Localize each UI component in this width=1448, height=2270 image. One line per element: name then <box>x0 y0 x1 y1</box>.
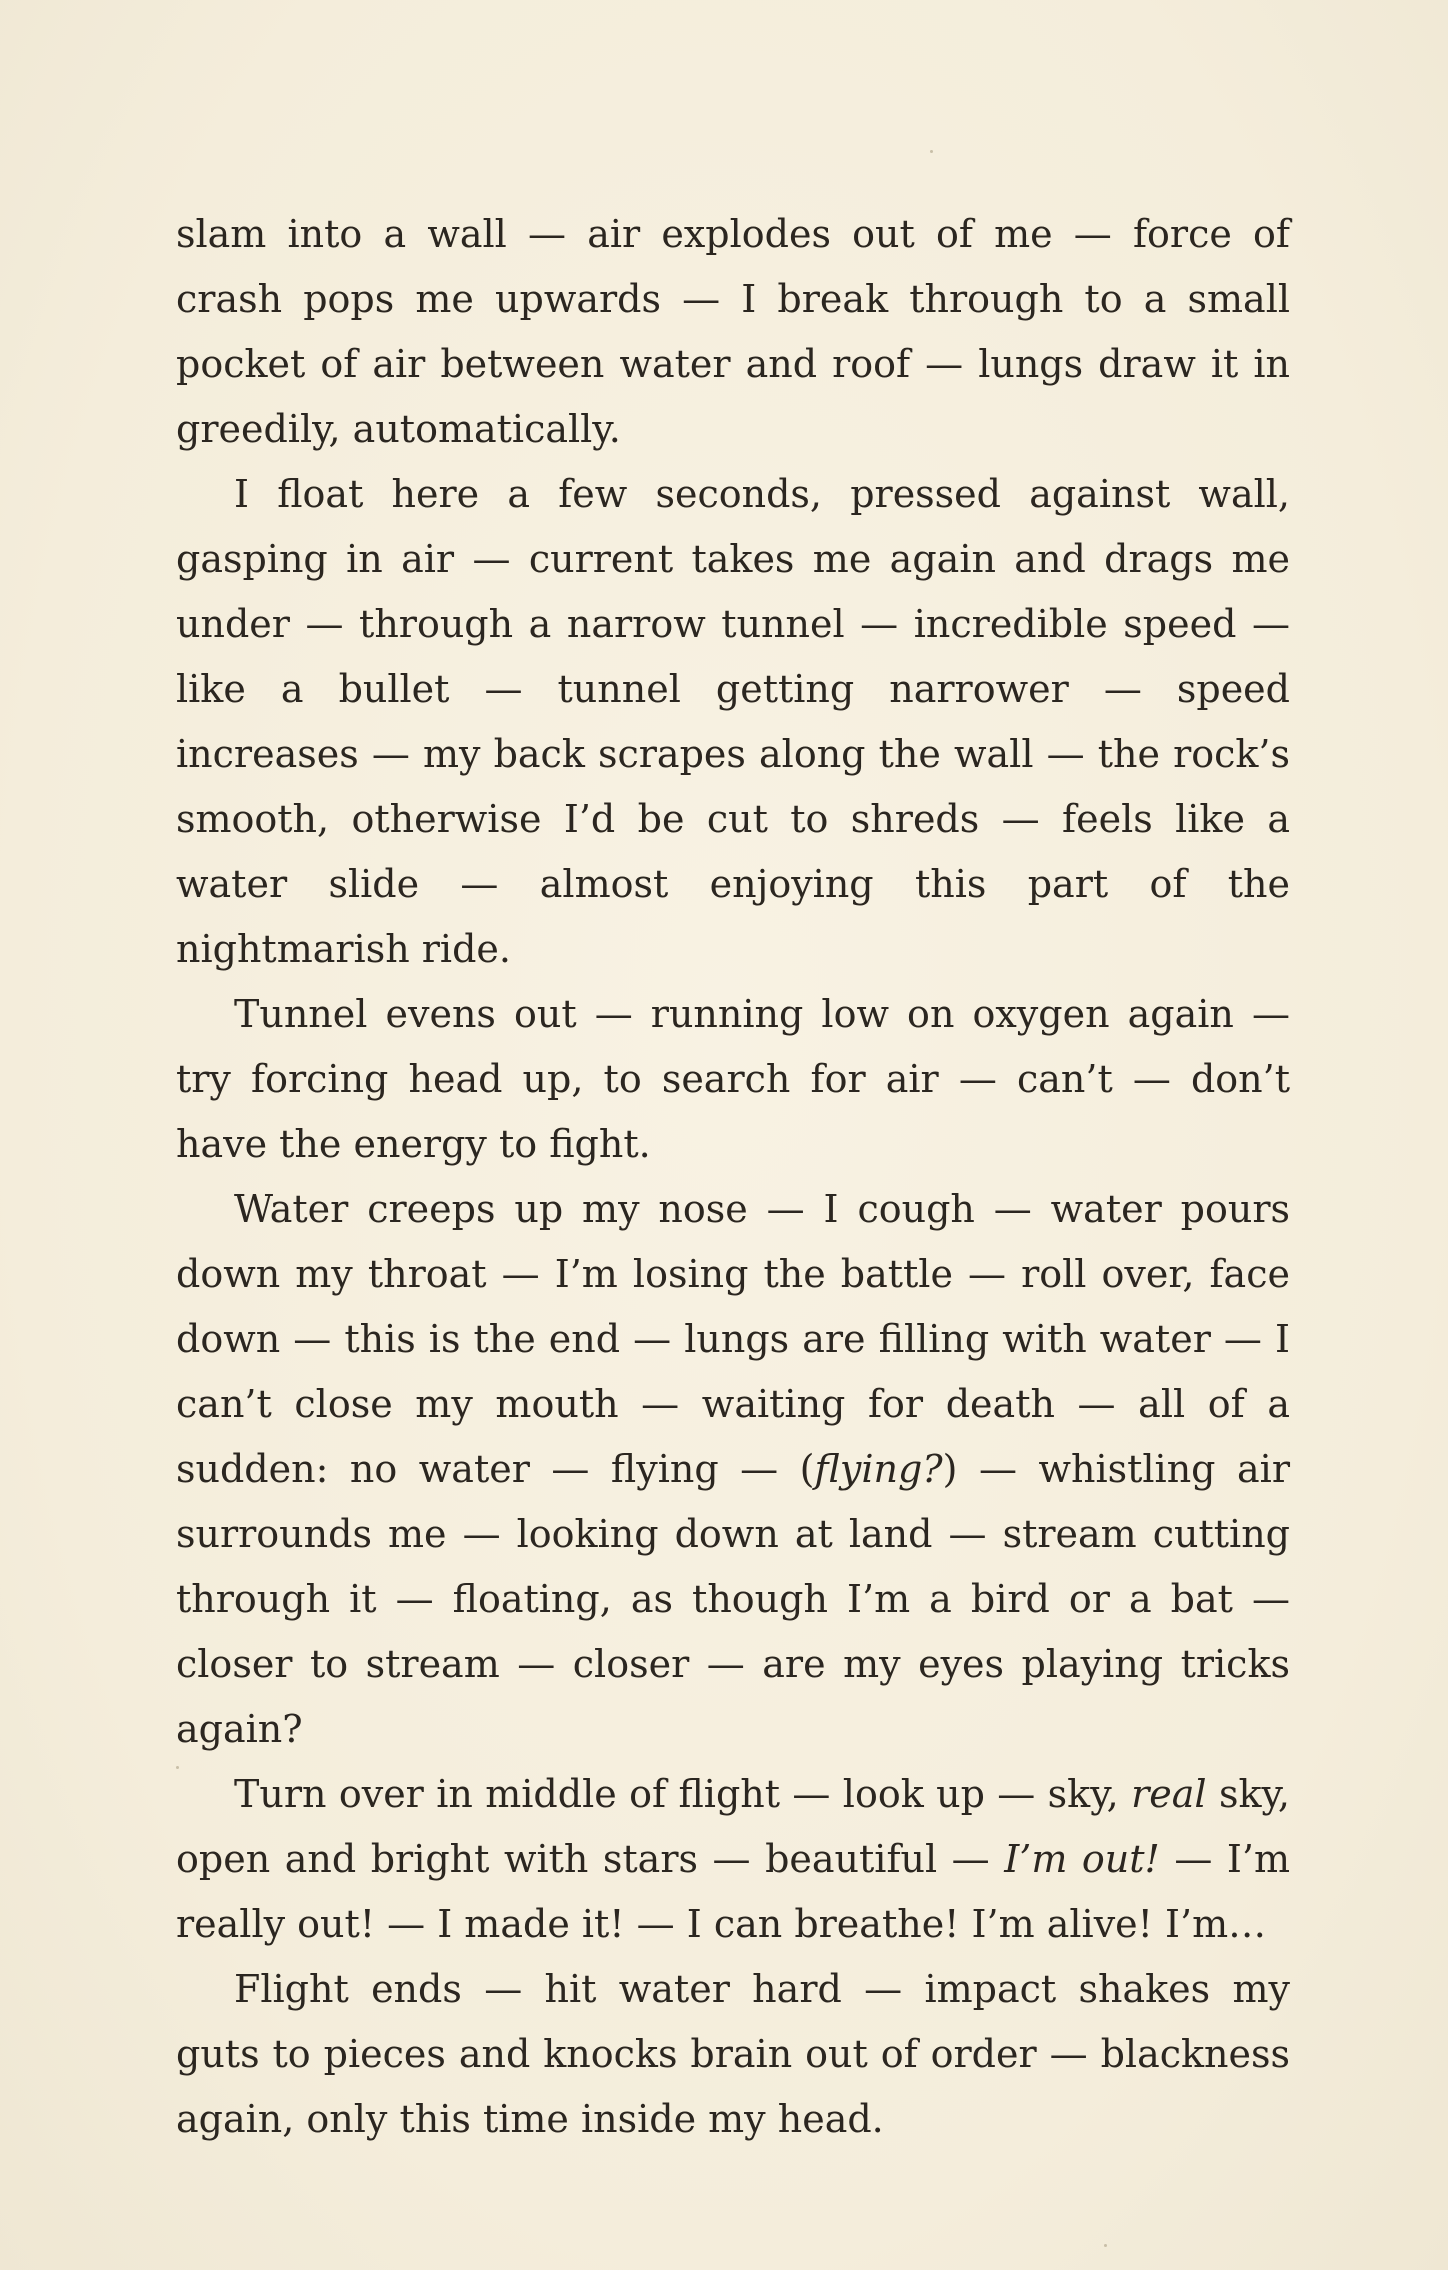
paragraph <box>176 462 1290 982</box>
text-run: I float here a few seconds, pressed against wall, gasping in air — current takes me again and drags me under — through a narrow tunnel — incredible speed — like a bullet — tunnel getting narrower — speed increases — my back scrapes along the wall — the rock’s smooth, otherwise I’d be cut to shreds — feels like a water slide — almost enjoying this part of the nightmarish ride. <box>176 472 1290 971</box>
text-run: Turn over in middle of flight — look up — sky, <box>234 1772 1132 1816</box>
body-text <box>176 202 1290 2152</box>
italic-text-run: I’m out! <box>1004 1837 1160 1881</box>
text-run: — I’m really out! — I made it! — I can breathe! I’m alive! I’m… <box>176 1837 1290 1946</box>
text-run: ) — whistling air surrounds me — looking down at land — stream cutting through it — floating, as though I’m a bird or a bat — closer to stream — closer — are my eyes playing tricks again? <box>176 1447 1290 1751</box>
italic-text-run: flying? <box>814 1447 943 1491</box>
paragraph <box>176 1177 1290 1762</box>
paragraph <box>176 982 1290 1177</box>
text-run: sky, open and bright with stars — beautiful — <box>176 1772 1290 1881</box>
italic-text-run: real <box>1131 1772 1207 1816</box>
paragraph <box>176 1762 1290 1957</box>
text-run: slam into a wall — air explodes out of me — force of crash pops me upwards — I break through to a small pocket of air between water and roof — lungs draw it in greedily, automatically. <box>176 212 1290 451</box>
paper-speck <box>930 150 933 153</box>
paragraph <box>176 202 1290 462</box>
paper-speck <box>1104 2244 1107 2247</box>
text-run: Tunnel evens out — running low on oxygen again — try forcing head up, to search for air — can’t — don’t have the energy to fight. <box>176 992 1290 1166</box>
paragraph <box>176 1957 1290 2152</box>
text-run: Water creeps up my nose — I cough — water pours down my throat — I’m losing the battle — roll over, face down — this is the end — lungs are filling with water — I can’t close my mouth — waiting for death — all of a sudden: no water — flying — ( <box>176 1187 1290 1491</box>
text-run: Flight ends — hit water hard — impact shakes my guts to pieces and knocks brain out of order — blackness again, only this time inside my head. <box>176 1967 1290 2141</box>
